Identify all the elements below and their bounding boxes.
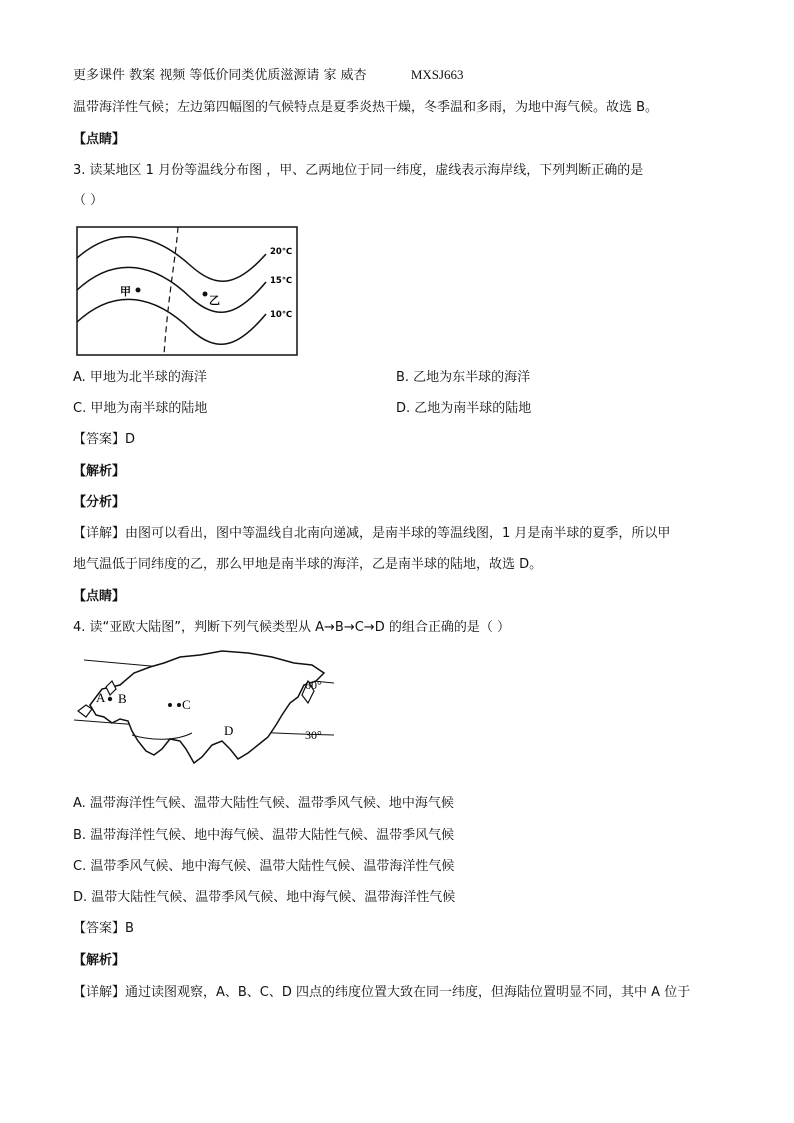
q3-dianjing-heading: 【点睛】 (73, 589, 126, 604)
label-c: C (182, 697, 191, 712)
q4-eurasia-map-figure (72, 645, 337, 775)
q4-option-a: A. 温带海洋性气候、温带大陆性气候、温带季风气候、地中海气候 (73, 796, 454, 811)
eurasia-outline (90, 651, 324, 763)
q4-jiexi-heading: 【解析】 (73, 953, 126, 968)
label-yi: 乙 (209, 294, 220, 307)
q3-isotherm-figure (76, 226, 298, 356)
q3-jiexi-heading: 【解析】 (73, 464, 126, 479)
point-yi-dot (203, 292, 208, 297)
q4-answer: 【答案】B (73, 921, 134, 936)
label-20c: 20℃ (270, 247, 293, 257)
iberia-outline (78, 705, 92, 717)
point-jia-dot (136, 288, 141, 293)
q4-detail-line: 【详解】通过读图观察，A、B、C、D 四点的纬度位置大致在同一纬度，但海陆位置明显不同，其中 A 位于 (73, 985, 691, 1000)
q3-option-d: D. 乙地为南半球的陆地 (396, 401, 532, 416)
q4-option-b: B. 温带海洋性气候、地中海气候、温带大陆性气候、温带季风气候 (73, 828, 455, 843)
q3-option-b: B. 乙地为东半球的海洋 (396, 370, 531, 385)
label-lat-60: 60° (305, 678, 322, 692)
point-c-dot-2 (177, 703, 181, 707)
q4-option-d: D. 温带大陆性气候、温带季风气候、地中海气候、温带海洋性气候 (73, 890, 456, 905)
prev-dianjing-heading: 【点睛】 (73, 132, 126, 147)
header-code: MXSJ663 (410, 67, 464, 82)
label-d: D (224, 723, 234, 738)
point-a-dot (108, 697, 112, 701)
q3-detail-line2: 地气温低于同纬度的乙，那么甲地是南半球的海洋，乙是南半球的陆地，故选 D。 (73, 557, 543, 572)
figure-frame (77, 227, 297, 355)
q3-answer: 【答案】D (73, 432, 136, 447)
q3-option-a: A. 甲地为北半球的海洋 (73, 370, 207, 385)
isotherm-map-svg (76, 226, 298, 356)
eurasia-map-svg (72, 645, 337, 775)
header-watermark-text: 更多课件 教案 视频 等低价同类优质滋源请 家 威杏 (73, 68, 367, 83)
label-jia: 甲 (120, 285, 131, 298)
q3-detail-line1: 【详解】由图可以看出，图中等温线自北南向递减，是南半球的等温线图，1 月是南半球的夏季，所以甲 (73, 526, 671, 541)
header-line (73, 66, 464, 85)
label-15c: 15℃ (270, 276, 293, 286)
label-lat-30: 30° (305, 728, 322, 742)
q3-stem-line1: 3. 读某地区 1 月份等温线分布图 ，甲、乙两地位于同一纬度，虚线表示海岸线，下列判断正确的是 (73, 163, 644, 178)
label-b: B (118, 691, 127, 706)
prev-answer-text: 温带海洋性气候；左边第四幅图的气候特点是夏季炎热干燥，冬季温和多雨，为地中海气候。故选 B。 (73, 100, 659, 115)
q3-stem-line2: （ ） (73, 193, 104, 208)
q3-fenxi-heading: 【分析】 (73, 495, 126, 510)
point-c-dot-1 (168, 703, 172, 707)
q3-option-c: C. 甲地为南半球的陆地 (73, 401, 208, 416)
q4-option-c: C. 温带季风气候、地中海气候、温带大陆性气候、温带海洋性气候 (73, 859, 455, 874)
q4-stem: 4. 读“亚欧大陆图”，判断下列气候类型从 A→B→C→D 的组合正确的是（ ） (73, 620, 510, 635)
label-a: A (96, 690, 106, 705)
label-10c: 10℃ (270, 310, 293, 320)
